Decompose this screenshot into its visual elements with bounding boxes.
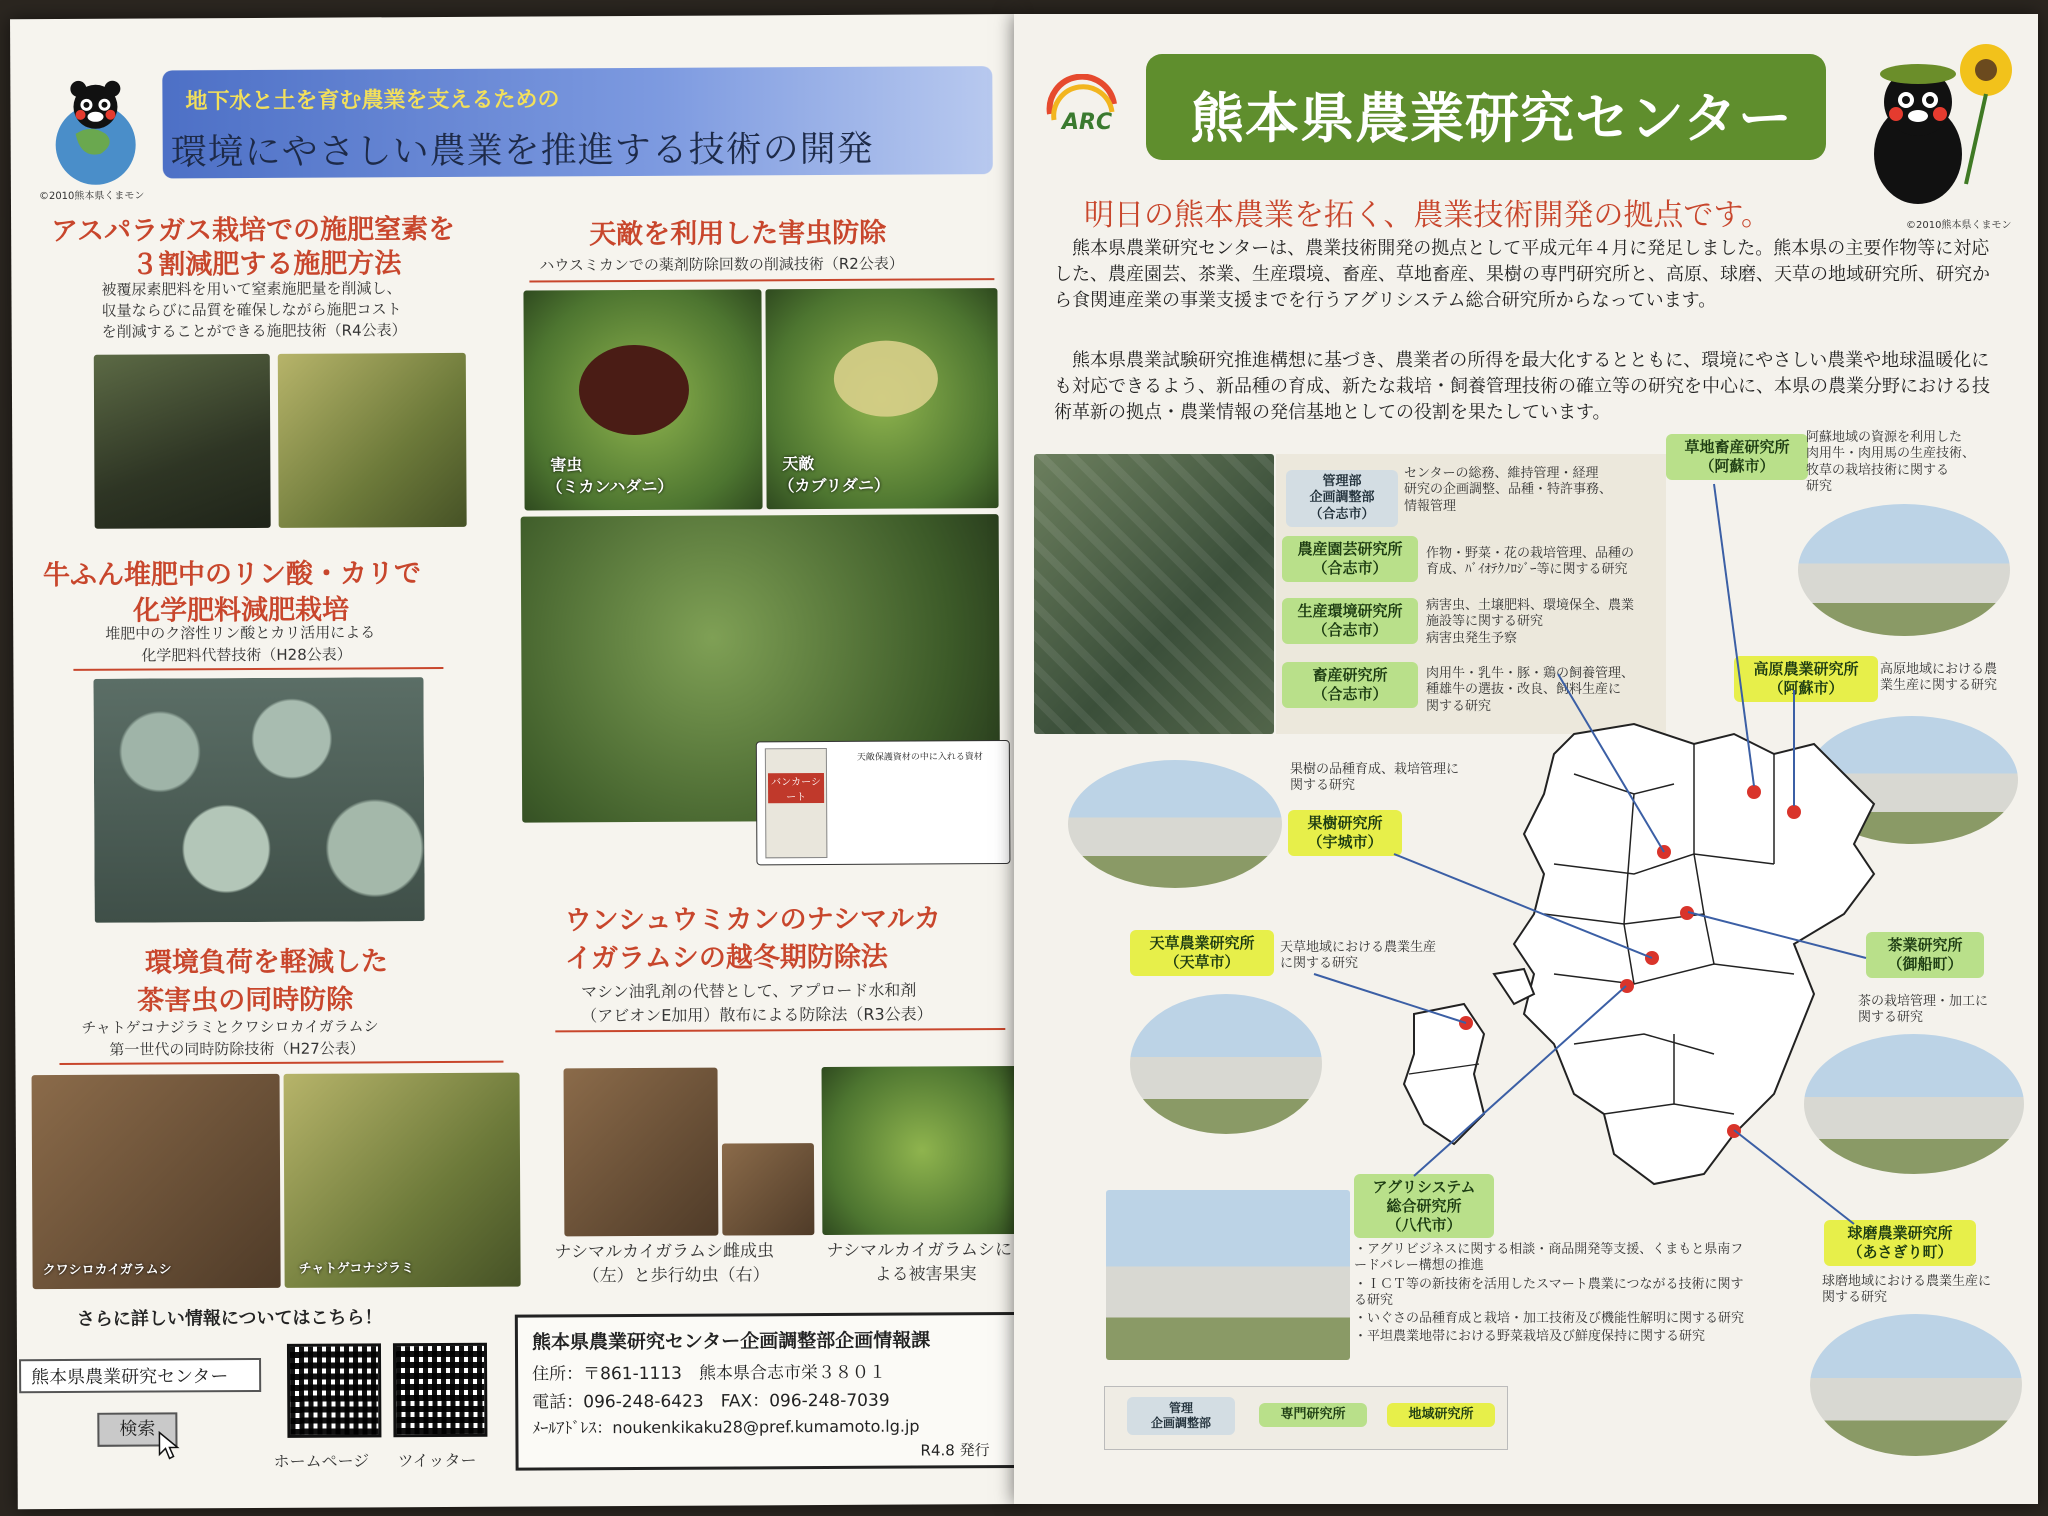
- contact-issued: R4.8 発行: [920, 1441, 990, 1460]
- right-page: [1014, 14, 2038, 1504]
- tea-label: 茶業研究所 （御船町）: [1866, 932, 1984, 978]
- bunker-sheet-package: [765, 748, 828, 858]
- citrus-caption-2a: ナシマルカイガラムシに: [826, 1240, 1013, 1261]
- agri-label: アグリシステム 総合研究所 （八代市）: [1354, 1174, 1494, 1238]
- left-page: [10, 14, 1022, 1509]
- tea-divider: [59, 1061, 503, 1065]
- citrus-title-2: イガラムシの越冬期防除法: [564, 941, 888, 975]
- copyright-right: ©2010熊本県くまモン: [1906, 220, 2012, 231]
- citrus-caption-1a: ナシマルカイガラムシ雌成虫: [554, 1241, 775, 1263]
- contact-box: [515, 1312, 1028, 1471]
- highland-label: 高原農業研究所 （阿蘇市）: [1734, 656, 1878, 702]
- pest-caption-1a: 害虫: [550, 455, 583, 475]
- bunker-sheet-note: 天敵保護資材の中に入れる資材: [856, 752, 983, 763]
- arc-logo-text: ARC: [1062, 110, 1113, 135]
- leader-lines: [1014, 14, 2038, 1504]
- mgmt-desc: センターの総務、維持管理・経理 研究の企画調整、品種・特許事務、 情報管理: [1404, 466, 1613, 514]
- amakusa-label: 天草農業研究所 （天草市）: [1130, 930, 1274, 976]
- more-info-text: さらに詳しい情報についてはこちら！: [76, 1307, 383, 1330]
- tagline: 明日の熊本農業を拓く、農業技術開発の拠点です。: [1084, 198, 1771, 233]
- tea-desc: 茶の栽培管理・加工に 関する研究: [1858, 994, 1989, 1026]
- bunker-sheet-label: バンカーシート: [768, 773, 824, 803]
- tea-caption-2: チャトゲコナジラミ: [298, 1261, 415, 1277]
- env-label: 生産環境研究所 （合志市）: [1282, 598, 1418, 644]
- banner-title: 環境にやさしい農業を推進する技術の開発: [170, 128, 874, 174]
- agri-item: ・平坦農業地帯における野菜栽培及び鮮度保持に関する研究: [1354, 1329, 1706, 1345]
- center-title: 熊本県農業研究センター: [1190, 87, 1793, 150]
- bunker-sheet-inset: [756, 740, 1011, 865]
- search-input[interactable]: 熊本県農業研究センター: [19, 1358, 261, 1393]
- kuma-label: 球磨農業研究所 （あさぎり町）: [1824, 1220, 1976, 1266]
- citrus-caption-2b: よる被害果実: [874, 1264, 977, 1285]
- contact-address: 住所：〒861-1113 熊本県合志市栄３８０１: [532, 1362, 887, 1385]
- manure-desc-2: 化学肥料代替技術（H28公表）: [141, 645, 352, 665]
- legend-special: 専門研究所: [1259, 1403, 1367, 1427]
- asparagus-desc-2: 収量ならびに品質を確保しながら施肥コスト: [101, 300, 402, 320]
- contact-email[interactable]: ﾒｰﾙｱﾄﾞﾚｽ：noukenkikaku28@pref.kumamoto.lg.jp: [532, 1416, 920, 1438]
- asparagus-photo-2: [278, 353, 467, 528]
- citrus-caption-1b: （左）と歩行幼虫（右）: [582, 1265, 770, 1287]
- asparagus-desc-3: を削減することができる施肥技術（R4公表）: [101, 321, 407, 341]
- legend-box: [1104, 1386, 1508, 1450]
- pest-desc: ハウスミカンでの薬剤防除回数の削減技術（R2公表）: [539, 254, 904, 275]
- agri-item: ・ＩＣＴ等の新技術を活用したスマート農業につながる技術に関する研究: [1354, 1276, 1744, 1308]
- search-button[interactable]: 検索: [97, 1412, 177, 1446]
- citrus-scale-photo-1: [564, 1068, 719, 1237]
- tea-desc-2: 第一世代の同時防除技術（H27公表）: [109, 1039, 365, 1059]
- asparagus-title-2: ３割減肥する施肥方法: [131, 248, 402, 281]
- citrus-desc-1: マシン油乳剤の代替として、アプロード水和剤: [581, 980, 917, 1002]
- env-desc: 病害虫、土壌肥料、環境保全、農業 施設等に関する研究 病害虫発生予察: [1426, 598, 1635, 646]
- manure-title-1: 牛ふん堆肥中のリン酸・カリで: [42, 558, 422, 592]
- qr-homepage-label: ホームページ: [273, 1451, 370, 1471]
- tea-title-2: 茶害虫の同時防除: [137, 984, 354, 1017]
- contact-phone: 電話：096-248-6423 FAX：096-248-7039: [532, 1390, 890, 1413]
- intro-paragraph-1: 熊本県農業研究センターは、農業技術開発の拠点として平成元年４月に発足しました。熊本県の主要作物等に対応した、農産園芸、茶業、生産環境、畜産、草地畜産、果樹の専門研究所と、高原、球磨、天草の地域研究所、研究から食関連産業の事業支援までを行うアグリシステム総合研究所からなっています。: [1054, 238, 1990, 312]
- banner-subtitle: 地下水と土を育む農業を支えるための: [185, 87, 560, 115]
- citrus-desc-2: （アビオンE加用）散布による防除法（R3公表）: [581, 1004, 933, 1026]
- livestock-desc: 肉用牛・乳牛・豚・鶏の飼養管理、 種雄牛の選抜・改良、飼料生産に 関する研究: [1426, 666, 1635, 714]
- agri-item: ・いぐさの品種育成と栽培・加工技術及び機能性解明に関する研究: [1354, 1311, 1745, 1326]
- kumamon-globe-icon: [40, 79, 151, 190]
- mgmt-label: 管理部 企画調整部 （合志市）: [1286, 470, 1398, 527]
- pest-caption-2b: （カブリダニ）: [778, 475, 890, 496]
- highland-desc: 高原地域における農 業生産に関する研究: [1880, 662, 1998, 694]
- intro-paragraph-2: 熊本県農業試験研究推進構想に基づき、農業者の所得を最大化するとともに、環境にやさしい農業や地球温暖化にも対応できるよう、新品種の育成、新たな栽培・飼養管理技術の確立等の研究を中心に、本県の農業分野における技術革新の拠点・農業情報の発信基地としての役割を果たしています。: [1054, 350, 1990, 424]
- manure-title-2: 化学肥料減肥栽培: [133, 594, 350, 627]
- fruit-desc: 果樹の品種育成、栽培管理に 関する研究: [1290, 762, 1460, 794]
- livestock-label: 畜産研究所 （合志市）: [1282, 662, 1418, 708]
- horti-label: 農産園芸研究所 （合志市）: [1282, 536, 1418, 582]
- horti-desc: 作物・野菜・花の栽培管理、品種の 育成、ﾊﾞｲｵﾃｸﾉﾛｼﾞｰ等に関する研究: [1426, 546, 1635, 578]
- citrus-divider: [555, 1028, 1005, 1032]
- legend-mgmt: 管理 企画調整部: [1127, 1397, 1235, 1435]
- kuma-desc: 球磨地域における農業生産に 関する研究: [1822, 1274, 1992, 1306]
- pest-divider: [529, 278, 994, 282]
- tea-title-1: 環境負荷を軽減した: [144, 946, 389, 979]
- citrus-scale-photo-2: [722, 1143, 814, 1235]
- cursor-icon: [157, 1430, 179, 1464]
- asparagus-title-1: アスパラガス栽培での施肥窒素を: [51, 213, 456, 248]
- legend-regional: 地域研究所: [1387, 1403, 1495, 1427]
- qr-twitter-label: ツイッター: [397, 1450, 477, 1471]
- grass-desc: 阿蘇地域の資源を利用した 肉用牛・肉用馬の生産技術、 牧草の栽培技術に関する 研究: [1806, 430, 1976, 494]
- tea-caption-1: クワシロカイガラムシ: [42, 1262, 172, 1279]
- pest-caption-2a: 天敵: [782, 454, 815, 474]
- tea-pest-photo-1: [32, 1074, 281, 1289]
- asparagus-photo-1: [94, 354, 271, 529]
- manure-divider: [73, 667, 443, 671]
- pest-caption-1b: （ミカンハダニ）: [546, 476, 674, 497]
- tea-desc-1: チャトゲコナジラミとクワシロカイガラムシ: [81, 1017, 379, 1037]
- homepage-qr-code[interactable]: [287, 1343, 381, 1437]
- citrus-title-1: ウンシュウミカンのナシマルカ: [564, 903, 942, 937]
- tea-pest-photo-2: [284, 1073, 521, 1288]
- contact-org: 熊本県農業研究センター企画調整部企画情報課: [531, 1329, 931, 1354]
- cabbage-photo: [93, 677, 424, 923]
- pest-title: 天敵を利用した害虫防除: [589, 217, 887, 251]
- citrus-fruit-photo: [822, 1066, 1023, 1235]
- manure-desc-1: 堆肥中のク溶性リン酸とカリ活用による: [105, 623, 376, 643]
- grass-label: 草地畜産研究所 （阿蘇市）: [1666, 434, 1808, 480]
- fruit-label: 果樹研究所 （宇城市）: [1288, 810, 1402, 856]
- twitter-qr-code[interactable]: [393, 1343, 487, 1437]
- copyright-left: ©2010熊本県くまモン: [38, 190, 145, 203]
- agri-item: ・アグリビジネスに関する相談・商品開発等支援、くまもと県南フードバレー構想の推進: [1354, 1242, 1744, 1274]
- asparagus-desc-1: 被覆尿素肥料を用いて窒素施肥量を削減し、: [101, 279, 402, 299]
- amakusa-desc: 天草地域における農業生産 に関する研究: [1280, 940, 1437, 972]
